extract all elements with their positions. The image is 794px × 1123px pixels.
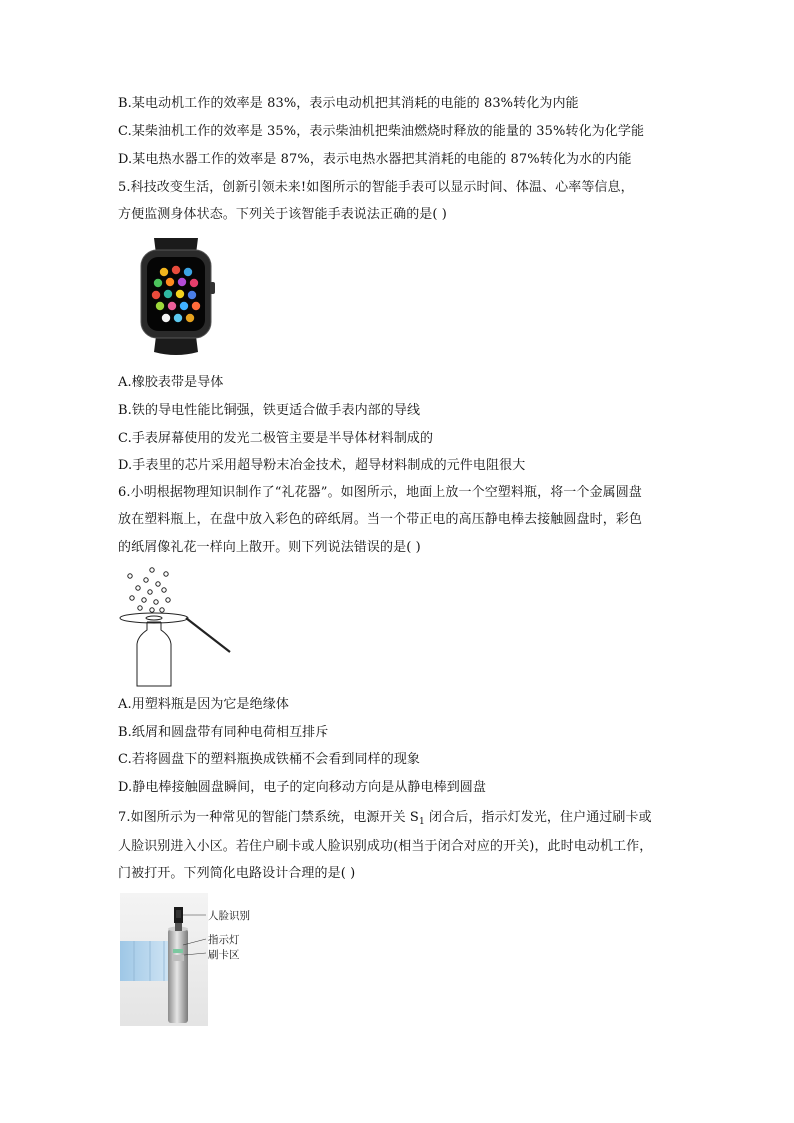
q5-option-d: D.手表里的芯片采用超导粉末冶金技术，超导材料制成的元件电阻很大 xyxy=(118,458,526,473)
q5-option-b: B.铁的导电性能比铜强，铁更适合做手表内部的导线 xyxy=(118,403,421,418)
q4-option-d: D.某电热水器工作的效率是 87%，表示电热水器把其消耗的电能的 87%转化为水的内能 xyxy=(118,152,632,167)
smartwatch-image xyxy=(132,238,222,356)
q5-stem-line1: 5.科技改变生活，创新引领未来!如图所示的智能手表可以显示时间、体温、心率等信息， xyxy=(118,180,634,195)
q5-option-a: A.橡胶表带是导体 xyxy=(118,375,224,390)
q7-stem-line3: 门被打开。下列简化电路设计合理的是( ) xyxy=(118,866,356,881)
q6-option-a: A.用塑料瓶是因为它是绝缘体 xyxy=(118,697,289,712)
q6-stem-line3: 的纸屑像礼花一样向上散开。则下列说法错误的是( ) xyxy=(118,540,421,555)
q6-stem-line1: 6.小明根据物理知识制作了“礼花器”。如图所示，地面上放一个空塑料瓶，将一个金属圆盘 xyxy=(118,485,642,500)
q4-option-b: B.某电动机工作的效率是 83%，表示电动机把其消耗的电能的 83%转化为内能 xyxy=(118,96,579,111)
q6-option-c: C.若将圆盘下的塑料瓶换成铁桶不会看到同样的现象 xyxy=(118,752,421,767)
q7-subscript: 1 xyxy=(418,817,425,827)
access-gate-photo xyxy=(120,893,208,1026)
gate-label-card: 刷卡区 xyxy=(208,949,240,961)
q5-stem-line2: 方便监测身体状态。下列关于该智能手表说法正确的是( ) xyxy=(118,207,447,222)
q6-stem-line2: 放在塑料瓶上，在盘中放入彩色的碎纸屑。当一个带正电的高压静电棒去接触圆盘时，彩色 xyxy=(118,512,643,527)
q6-option-b: B.纸屑和圆盘带有同种电荷相互排斥 xyxy=(118,725,329,740)
confetti-device-diagram xyxy=(116,564,236,688)
gate-label-light: 指示灯 xyxy=(208,934,240,946)
gate-label-face: 人脸识别 xyxy=(208,910,250,922)
q7-stem-line2: 人脸识别进入小区。若住户刷卡或人脸识别成功(相当于闭合对应的开关)，此时电动机工作， xyxy=(118,839,653,854)
q4-option-c: C.某柴油机工作的效率是 35%，表示柴油机把柴油燃烧时释放的能量的 35%转化为化学能 xyxy=(118,124,645,139)
q7-stem-line1 xyxy=(118,810,652,830)
q5-option-c: C.手表屏幕使用的发光二极管主要是半导体材料制成的 xyxy=(118,431,434,446)
q6-option-d: D.静电棒接触圆盘瞬间，电子的定向移动方向是从静电棒到圆盘 xyxy=(118,780,486,795)
q7-stem-text-a: 7.如图所示为一种常见的智能门禁系统，电源开关 S xyxy=(118,810,419,825)
q7-stem-text-b: 闭合后，指示灯发光，住户通过刷卡或 xyxy=(424,810,652,825)
